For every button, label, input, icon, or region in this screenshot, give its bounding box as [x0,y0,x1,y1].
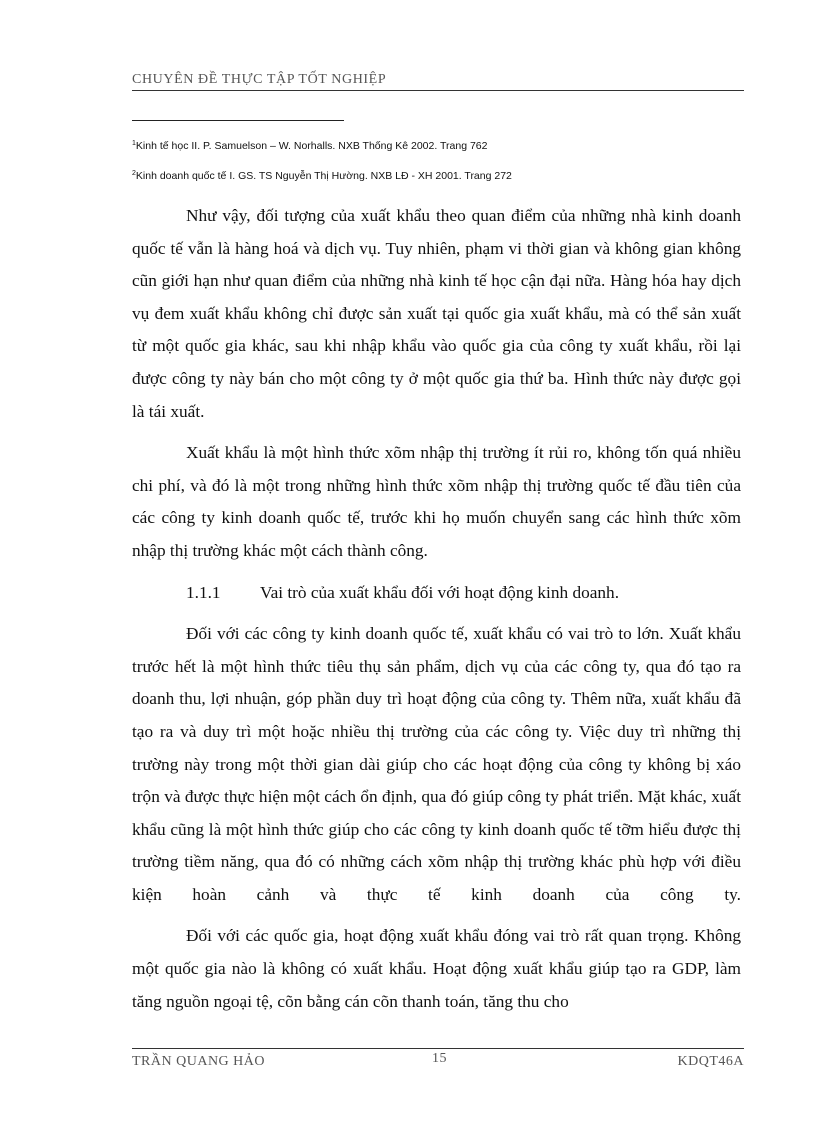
footnote-1 [132,140,487,152]
page-number: 15 [432,1051,447,1066]
paragraph-4: Đối với các quốc gia, hoạt động xuất khẩu đóng vai trò rất quan trọng. Không một quốc gia nào là không có xuất khẩu. Hoạt động xuất khẩu giúp tạo ra GDP, làm tăng nguồn ngoại tệ, cõn bằng cán cõn thanh toán, tăng thu cho [132,926,741,1011]
body-text [132,200,741,1027]
paragraph-2: Xuất khẩu là một hình thức xõm nhập thị trường ít rủi ro, không tốn quá nhiều chi phí, và đó là một trong những hình thức xõm nhập thị trường quốc tế đầu tiên của các công ty kinh doanh quốc tế, trước khi họ muốn chuyển sang các hình thức xõm nhập thị trường khác một cách thành công. [132,443,741,560]
header-title: CHUYÊN ĐỀ THỰC TẬP TỐT NGHIỆP [132,72,387,87]
footnote-2 [132,170,512,182]
footer-class-code: KDQT46A [677,1054,744,1069]
paragraph-1: Như vậy, đối tượng của xuất khẩu theo quan điểm của những nhà kinh doanh quốc tế vẫn là hàng hoá và dịch vụ. Tuy nhiên, phạm vi thời gian và không gian không cũn giới hạn như quan điểm của những nhà kinh tế học cận đại nữa. Hàng hóa hay dịch vụ đem xuất khẩu không chỉ được sản xuất tại quốc gia xuất khẩu, mà có thể sản xuất từ một quốc gia khác, sau khi nhập khẩu vào quốc gia của công ty xuất khẩu, rồi lại được công ty này bán cho một công ty ở một quốc gia thứ ba. Hình thức này được gọi là tái xuất. [132,206,741,421]
page-header [132,72,744,91]
section-title: Vai trò của xuất khẩu đối với hoạt động kinh doanh. [260,582,620,602]
page-footer [132,1048,744,1069]
footnote-mark: 2 [132,170,136,177]
paragraph-3: Đối với các công ty kinh doanh quốc tế, xuất khẩu có vai trò to lớn. Xuất khẩu trước hết là một hình thức tiêu thụ sản phẩm, dịch vụ của các công ty, qua đó tạo ra doanh thu, lợi nhuận, góp phần duy trì hoạt động của công ty. Thêm nữa, xuất khẩu đã tạo ra và duy trì một hoặc nhiều thị trường của các công ty. Việc duy trì những thị trường này trong một thời gian dài giúp cho các hoạt động của công ty không bị xáo trộn và được thực hiện một cách ổn định, qua đó giúp công ty phát triển. Mặt khác, xuất khẩu cũng là một hình thức giúp cho các công ty kinh doanh quốc tế tỡm hiểu được thị trường tiềm năng, qua đó có những cách xõm nhập thị trường khác phù hợp với điều kiện hoàn cảnh và thực tế kinh doanh của công ty. [132,624,741,904]
footnote-mark: 1 [132,140,136,147]
footnote-text: Kinh doanh quốc tế I. GS. TS Nguyễn Thị Hường. NXB LĐ - XH 2001. Trang 272 [135,170,512,182]
footnote-separator [132,120,344,121]
section-heading [132,577,741,610]
footer-author: TRẦN QUANG HẢO [132,1054,265,1069]
footnote-text: Kinh tế học II. P. Samuelson – W. Norhalls. NXB Thống Kê 2002. Trang 762 [135,140,488,152]
section-number: 1.1.1 [186,582,221,602]
